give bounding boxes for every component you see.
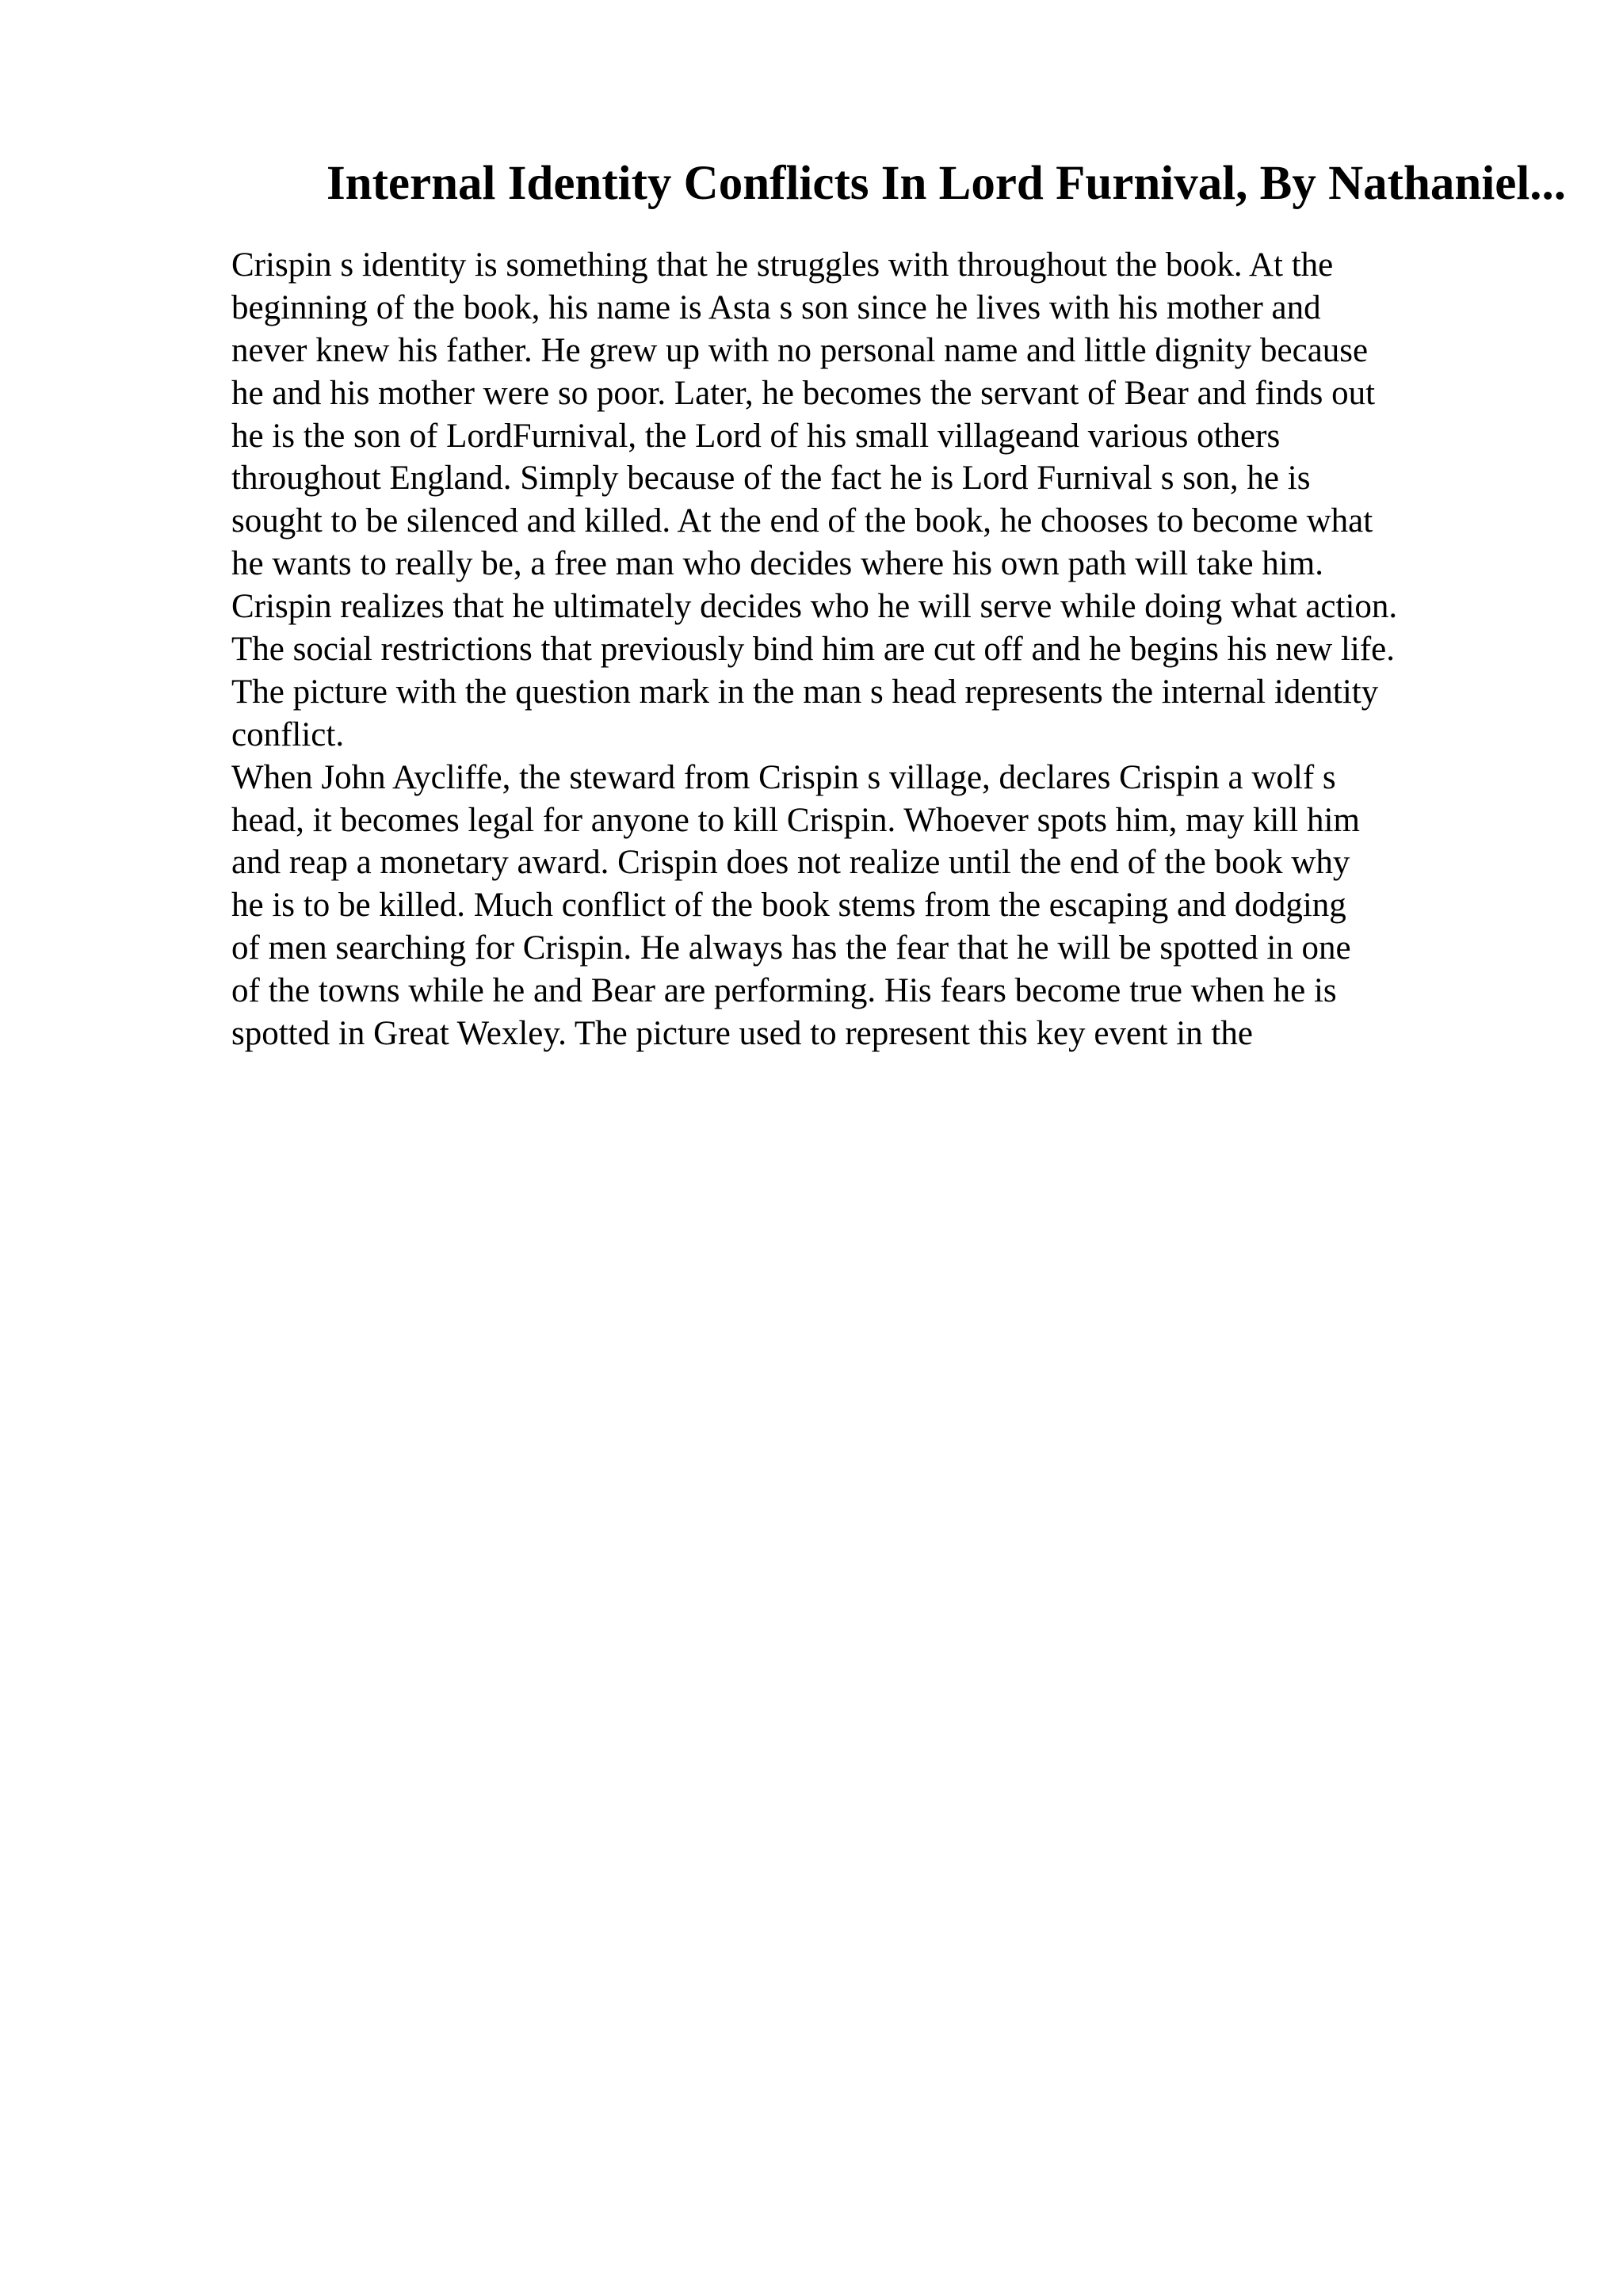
body-line: head, it becomes legal for anyone to kill Crispin. Whoever spots him, may kill him [231,801,1360,839]
body-line: throughout England. Simply because of the fact he is Lord Furnival s son, he is [231,460,1311,498]
body-line: The picture with the question mark in the man s head represents the internal identity [231,673,1379,711]
body-line: of men searching for Crispin. He always has the fear that he will be spotted in one [231,929,1351,967]
body-line: and reap a monetary award. Crispin does not realize until the end of the book why [231,844,1350,882]
body-line: beginning of the book, his name is Asta s son since he lives with his mother and [231,288,1321,326]
body-line: of the towns while he and Bear are performing. His fears become true when he is [231,972,1337,1010]
body-line: he and his mother were so poor. Later, he becomes the servant of Bear and finds out [231,374,1376,412]
body-line: he is to be killed. Much conflict of the book stems from the escaping and dodging [231,887,1346,925]
body-line: he wants to really be, a free man who decides where his own path will take him. [231,545,1323,583]
document-title: Internal Identity Conflicts In Lord Furnival, By Nathaniel... [326,157,1567,210]
body-line: Crispin s identity is something that he struggles with throughout the book. At the [231,246,1334,284]
body-line: Crispin realizes that he ultimately decides who he will serve while doing what action. [231,588,1398,626]
body-line: never knew his father. He grew up with no personal name and little dignity because [231,331,1369,369]
body-line: conflict. [231,715,345,753]
body-line: sought to be silenced and killed. At the end of the book, he chooses to become what [231,502,1373,540]
document-body [231,244,1515,1055]
body-line: spotted in Great Wexley. The picture used to represent this key event in the [231,1015,1253,1053]
body-line: The social restrictions that previously bind him are cut off and he begins his new life. [231,631,1396,669]
body-line: he is the son of LordFurnival, the Lord of his small villageand various others [231,417,1281,455]
body-line: When John Aycliffe, the steward from Crispin s village, declares Crispin a wolf s [231,758,1336,796]
